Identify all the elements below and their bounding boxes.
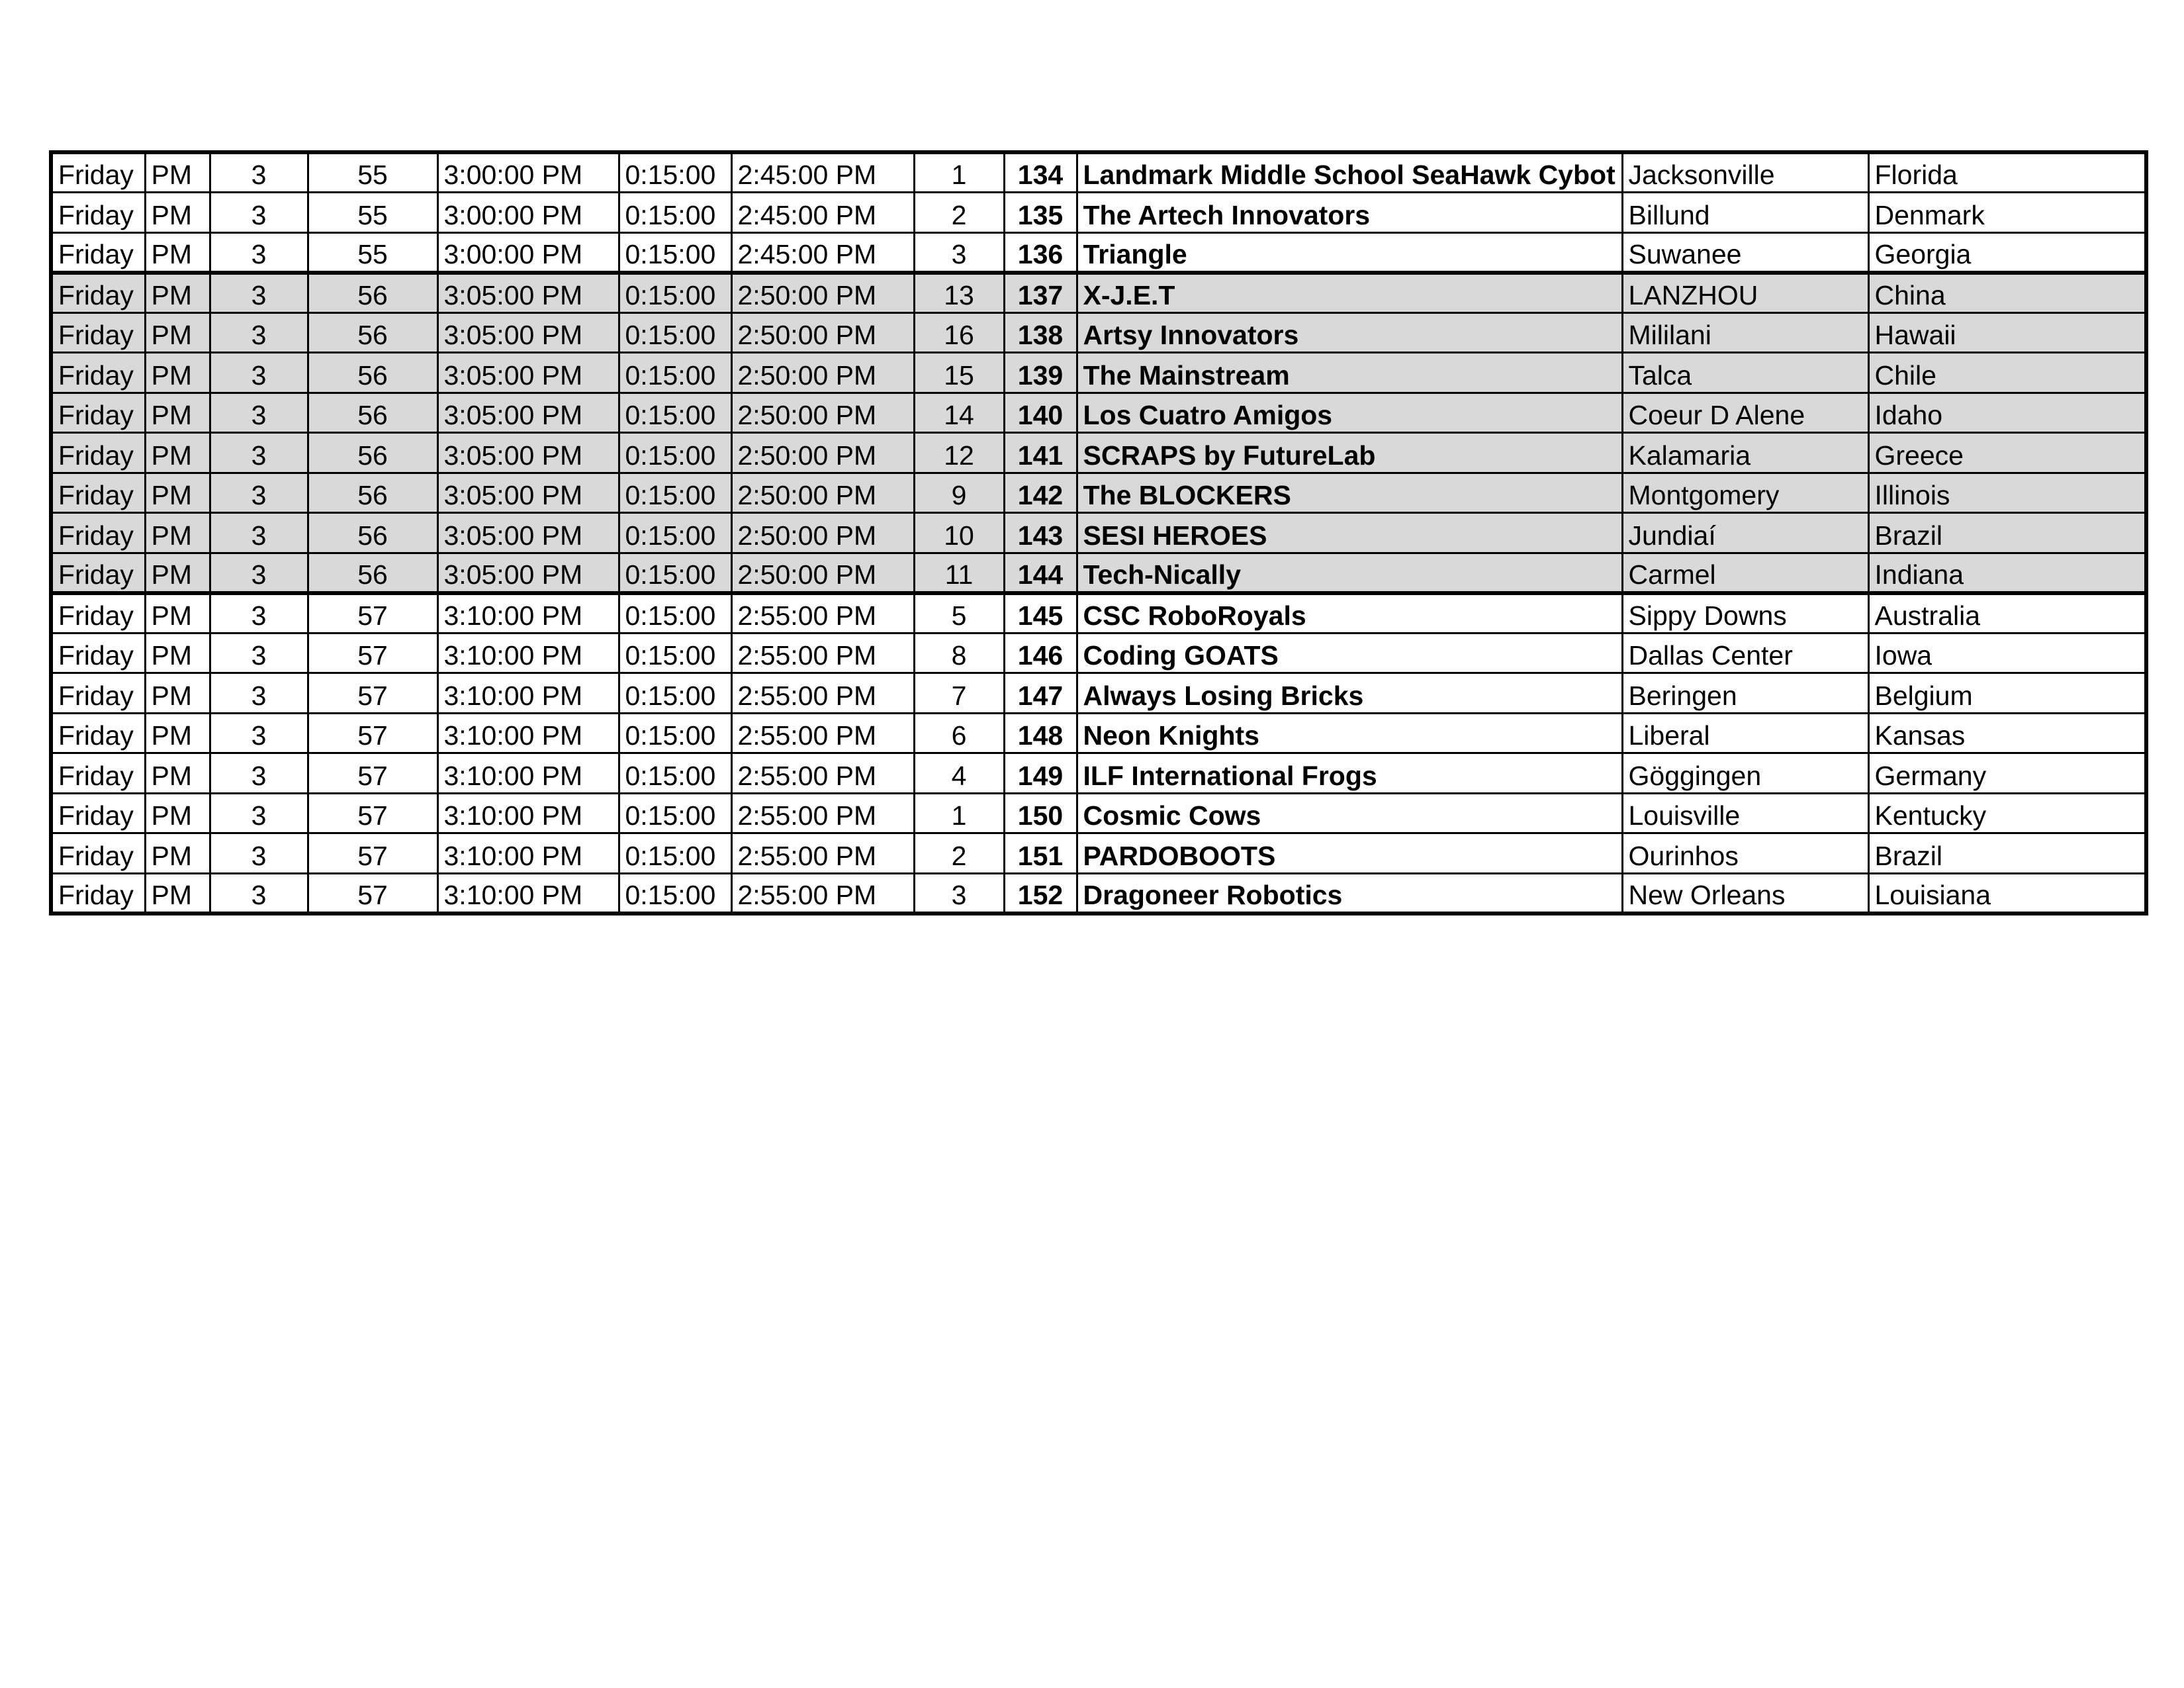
table-row xyxy=(51,633,2146,673)
day-cell: Friday xyxy=(51,673,145,714)
day-cell: Friday xyxy=(51,232,145,273)
start-time-cell: 3:10:00 PM xyxy=(437,833,619,874)
day-cell: Friday xyxy=(51,152,145,193)
session-cell: 3 xyxy=(210,273,308,313)
team-name-cell: Always Losing Bricks xyxy=(1077,673,1622,714)
team-name-cell: The Mainstream xyxy=(1077,353,1622,393)
table-number-cell: 3 xyxy=(914,232,1004,273)
table-row xyxy=(51,673,2146,714)
start-time-cell: 3:10:00 PM xyxy=(437,713,619,753)
city-cell: Montgomery xyxy=(1622,473,1868,513)
session-cell: 3 xyxy=(210,593,308,633)
start-time-cell: 3:05:00 PM xyxy=(437,312,619,353)
day-cell: Friday xyxy=(51,833,145,874)
slot-cell: 56 xyxy=(308,433,437,473)
duration-cell: 0:15:00 xyxy=(619,353,731,393)
ampm-cell: PM xyxy=(145,273,210,313)
ampm-cell: PM xyxy=(145,713,210,753)
table-row xyxy=(51,152,2146,193)
team-name-cell: The Artech Innovators xyxy=(1077,193,1622,233)
team-name-cell: Artsy Innovators xyxy=(1077,312,1622,353)
checkin-time-cell: 2:55:00 PM xyxy=(731,633,914,673)
start-time-cell: 3:05:00 PM xyxy=(437,433,619,473)
region-cell: Idaho xyxy=(1868,393,2146,433)
day-cell: Friday xyxy=(51,633,145,673)
ampm-cell: PM xyxy=(145,873,210,914)
table-row xyxy=(51,593,2146,633)
region-cell: Louisiana xyxy=(1868,873,2146,914)
city-cell: Suwanee xyxy=(1622,232,1868,273)
ampm-cell: PM xyxy=(145,553,210,593)
table-number-cell: 10 xyxy=(914,513,1004,553)
ampm-cell: PM xyxy=(145,593,210,633)
checkin-time-cell: 2:50:00 PM xyxy=(731,353,914,393)
team-name-cell: Neon Knights xyxy=(1077,713,1622,753)
slot-cell: 55 xyxy=(308,232,437,273)
city-cell: Liberal xyxy=(1622,713,1868,753)
slot-cell: 57 xyxy=(308,833,437,874)
table-number-cell: 3 xyxy=(914,873,1004,914)
table-number-cell: 1 xyxy=(914,152,1004,193)
team-name-cell: Landmark Middle School SeaHawk Cybot xyxy=(1077,152,1622,193)
table-row xyxy=(51,232,2146,273)
session-cell: 3 xyxy=(210,633,308,673)
slot-cell: 56 xyxy=(308,353,437,393)
table-number-cell: 9 xyxy=(914,473,1004,513)
table-row xyxy=(51,312,2146,353)
table-number-cell: 5 xyxy=(914,593,1004,633)
duration-cell: 0:15:00 xyxy=(619,753,731,794)
region-cell: Hawaii xyxy=(1868,312,2146,353)
checkin-time-cell: 2:55:00 PM xyxy=(731,713,914,753)
start-time-cell: 3:10:00 PM xyxy=(437,753,619,794)
day-cell: Friday xyxy=(51,553,145,593)
team-number-cell: 143 xyxy=(1004,513,1077,553)
checkin-time-cell: 2:50:00 PM xyxy=(731,513,914,553)
duration-cell: 0:15:00 xyxy=(619,232,731,273)
checkin-time-cell: 2:55:00 PM xyxy=(731,833,914,874)
schedule-body xyxy=(51,152,2146,914)
region-cell: Brazil xyxy=(1868,513,2146,553)
team-name-cell: PARDOBOOTS xyxy=(1077,833,1622,874)
team-number-cell: 140 xyxy=(1004,393,1077,433)
schedule-table xyxy=(49,150,2148,915)
city-cell: Kalamaria xyxy=(1622,433,1868,473)
session-cell: 3 xyxy=(210,833,308,874)
team-name-cell: X-J.E.T xyxy=(1077,273,1622,313)
session-cell: 3 xyxy=(210,433,308,473)
day-cell: Friday xyxy=(51,273,145,313)
city-cell: Ourinhos xyxy=(1622,833,1868,874)
ampm-cell: PM xyxy=(145,793,210,833)
start-time-cell: 3:10:00 PM xyxy=(437,873,619,914)
region-cell: Florida xyxy=(1868,152,2146,193)
slot-cell: 56 xyxy=(308,553,437,593)
start-time-cell: 3:05:00 PM xyxy=(437,473,619,513)
session-cell: 3 xyxy=(210,152,308,193)
checkin-time-cell: 2:55:00 PM xyxy=(731,873,914,914)
table-number-cell: 6 xyxy=(914,713,1004,753)
duration-cell: 0:15:00 xyxy=(619,633,731,673)
start-time-cell: 3:05:00 PM xyxy=(437,353,619,393)
day-cell: Friday xyxy=(51,473,145,513)
slot-cell: 56 xyxy=(308,273,437,313)
slot-cell: 56 xyxy=(308,513,437,553)
team-name-cell: Cosmic Cows xyxy=(1077,793,1622,833)
duration-cell: 0:15:00 xyxy=(619,193,731,233)
duration-cell: 0:15:00 xyxy=(619,393,731,433)
team-number-cell: 150 xyxy=(1004,793,1077,833)
day-cell: Friday xyxy=(51,793,145,833)
day-cell: Friday xyxy=(51,393,145,433)
checkin-time-cell: 2:50:00 PM xyxy=(731,473,914,513)
ampm-cell: PM xyxy=(145,473,210,513)
table-number-cell: 8 xyxy=(914,633,1004,673)
session-cell: 3 xyxy=(210,353,308,393)
team-number-cell: 137 xyxy=(1004,273,1077,313)
region-cell: Indiana xyxy=(1868,553,2146,593)
team-number-cell: 142 xyxy=(1004,473,1077,513)
table-row xyxy=(51,193,2146,233)
duration-cell: 0:15:00 xyxy=(619,713,731,753)
start-time-cell: 3:00:00 PM xyxy=(437,152,619,193)
region-cell: China xyxy=(1868,273,2146,313)
checkin-time-cell: 2:45:00 PM xyxy=(731,152,914,193)
city-cell: Dallas Center xyxy=(1622,633,1868,673)
duration-cell: 0:15:00 xyxy=(619,433,731,473)
city-cell: Beringen xyxy=(1622,673,1868,714)
ampm-cell: PM xyxy=(145,232,210,273)
ampm-cell: PM xyxy=(145,633,210,673)
session-cell: 3 xyxy=(210,393,308,433)
start-time-cell: 3:05:00 PM xyxy=(437,393,619,433)
checkin-time-cell: 2:45:00 PM xyxy=(731,193,914,233)
table-row xyxy=(51,473,2146,513)
start-time-cell: 3:05:00 PM xyxy=(437,273,619,313)
city-cell: Coeur D Alene xyxy=(1622,393,1868,433)
day-cell: Friday xyxy=(51,713,145,753)
region-cell: Brazil xyxy=(1868,833,2146,874)
checkin-time-cell: 2:55:00 PM xyxy=(731,753,914,794)
slot-cell: 57 xyxy=(308,753,437,794)
checkin-time-cell: 2:50:00 PM xyxy=(731,433,914,473)
slot-cell: 55 xyxy=(308,152,437,193)
city-cell: Sippy Downs xyxy=(1622,593,1868,633)
ampm-cell: PM xyxy=(145,312,210,353)
slot-cell: 57 xyxy=(308,593,437,633)
ampm-cell: PM xyxy=(145,753,210,794)
day-cell: Friday xyxy=(51,312,145,353)
team-number-cell: 135 xyxy=(1004,193,1077,233)
team-number-cell: 152 xyxy=(1004,873,1077,914)
session-cell: 3 xyxy=(210,232,308,273)
start-time-cell: 3:10:00 PM xyxy=(437,593,619,633)
city-cell: Louisville xyxy=(1622,793,1868,833)
duration-cell: 0:15:00 xyxy=(619,553,731,593)
slot-cell: 55 xyxy=(308,193,437,233)
team-name-cell: SESI HEROES xyxy=(1077,513,1622,553)
team-number-cell: 136 xyxy=(1004,232,1077,273)
slot-cell: 57 xyxy=(308,673,437,714)
ampm-cell: PM xyxy=(145,193,210,233)
day-cell: Friday xyxy=(51,193,145,233)
session-cell: 3 xyxy=(210,713,308,753)
table-row xyxy=(51,873,2146,914)
team-name-cell: Los Cuatro Amigos xyxy=(1077,393,1622,433)
checkin-time-cell: 2:50:00 PM xyxy=(731,312,914,353)
team-number-cell: 148 xyxy=(1004,713,1077,753)
session-cell: 3 xyxy=(210,673,308,714)
ampm-cell: PM xyxy=(145,393,210,433)
slot-cell: 57 xyxy=(308,633,437,673)
region-cell: Belgium xyxy=(1868,673,2146,714)
region-cell: Illinois xyxy=(1868,473,2146,513)
team-number-cell: 149 xyxy=(1004,753,1077,794)
table-row xyxy=(51,553,2146,593)
city-cell: Billund xyxy=(1622,193,1868,233)
day-cell: Friday xyxy=(51,873,145,914)
table-row xyxy=(51,393,2146,433)
team-number-cell: 145 xyxy=(1004,593,1077,633)
city-cell: Jundiaí xyxy=(1622,513,1868,553)
start-time-cell: 3:10:00 PM xyxy=(437,673,619,714)
region-cell: Chile xyxy=(1868,353,2146,393)
ampm-cell: PM xyxy=(145,353,210,393)
region-cell: Denmark xyxy=(1868,193,2146,233)
table-row xyxy=(51,273,2146,313)
table-number-cell: 13 xyxy=(914,273,1004,313)
ampm-cell: PM xyxy=(145,513,210,553)
ampm-cell: PM xyxy=(145,673,210,714)
table-row xyxy=(51,833,2146,874)
start-time-cell: 3:05:00 PM xyxy=(437,513,619,553)
duration-cell: 0:15:00 xyxy=(619,312,731,353)
city-cell: Mililani xyxy=(1622,312,1868,353)
team-name-cell: Coding GOATS xyxy=(1077,633,1622,673)
duration-cell: 0:15:00 xyxy=(619,473,731,513)
region-cell: Kentucky xyxy=(1868,793,2146,833)
duration-cell: 0:15:00 xyxy=(619,833,731,874)
start-time-cell: 3:00:00 PM xyxy=(437,232,619,273)
duration-cell: 0:15:00 xyxy=(619,273,731,313)
team-number-cell: 141 xyxy=(1004,433,1077,473)
city-cell: LANZHOU xyxy=(1622,273,1868,313)
start-time-cell: 3:00:00 PM xyxy=(437,193,619,233)
table-number-cell: 7 xyxy=(914,673,1004,714)
table-row xyxy=(51,753,2146,794)
table-number-cell: 4 xyxy=(914,753,1004,794)
region-cell: Australia xyxy=(1868,593,2146,633)
start-time-cell: 3:10:00 PM xyxy=(437,793,619,833)
table-row xyxy=(51,793,2146,833)
table-number-cell: 16 xyxy=(914,312,1004,353)
day-cell: Friday xyxy=(51,433,145,473)
region-cell: Germany xyxy=(1868,753,2146,794)
checkin-time-cell: 2:50:00 PM xyxy=(731,393,914,433)
slot-cell: 57 xyxy=(308,713,437,753)
start-time-cell: 3:05:00 PM xyxy=(437,553,619,593)
table-number-cell: 11 xyxy=(914,553,1004,593)
table-number-cell: 2 xyxy=(914,193,1004,233)
checkin-time-cell: 2:55:00 PM xyxy=(731,793,914,833)
duration-cell: 0:15:00 xyxy=(619,152,731,193)
team-number-cell: 139 xyxy=(1004,353,1077,393)
city-cell: Jacksonville xyxy=(1622,152,1868,193)
team-name-cell: Triangle xyxy=(1077,232,1622,273)
duration-cell: 0:15:00 xyxy=(619,673,731,714)
slot-cell: 56 xyxy=(308,312,437,353)
table-number-cell: 1 xyxy=(914,793,1004,833)
checkin-time-cell: 2:45:00 PM xyxy=(731,232,914,273)
session-cell: 3 xyxy=(210,513,308,553)
table-number-cell: 15 xyxy=(914,353,1004,393)
session-cell: 3 xyxy=(210,753,308,794)
day-cell: Friday xyxy=(51,593,145,633)
city-cell: Göggingen xyxy=(1622,753,1868,794)
table-row xyxy=(51,513,2146,553)
start-time-cell: 3:10:00 PM xyxy=(437,633,619,673)
team-number-cell: 146 xyxy=(1004,633,1077,673)
table-number-cell: 2 xyxy=(914,833,1004,874)
region-cell: Georgia xyxy=(1868,232,2146,273)
table-row xyxy=(51,713,2146,753)
session-cell: 3 xyxy=(210,873,308,914)
table-number-cell: 12 xyxy=(914,433,1004,473)
team-number-cell: 147 xyxy=(1004,673,1077,714)
duration-cell: 0:15:00 xyxy=(619,873,731,914)
ampm-cell: PM xyxy=(145,152,210,193)
region-cell: Greece xyxy=(1868,433,2146,473)
team-name-cell: Tech-Nically xyxy=(1077,553,1622,593)
duration-cell: 0:15:00 xyxy=(619,593,731,633)
ampm-cell: PM xyxy=(145,433,210,473)
team-name-cell: The BLOCKERS xyxy=(1077,473,1622,513)
session-cell: 3 xyxy=(210,553,308,593)
duration-cell: 0:15:00 xyxy=(619,513,731,553)
checkin-time-cell: 2:55:00 PM xyxy=(731,673,914,714)
slot-cell: 56 xyxy=(308,393,437,433)
team-name-cell: CSC RoboRoyals xyxy=(1077,593,1622,633)
team-number-cell: 151 xyxy=(1004,833,1077,874)
day-cell: Friday xyxy=(51,753,145,794)
ampm-cell: PM xyxy=(145,833,210,874)
table-row xyxy=(51,433,2146,473)
team-name-cell: ILF International Frogs xyxy=(1077,753,1622,794)
day-cell: Friday xyxy=(51,353,145,393)
team-name-cell: SCRAPS by FutureLab xyxy=(1077,433,1622,473)
city-cell: Carmel xyxy=(1622,553,1868,593)
region-cell: Kansas xyxy=(1868,713,2146,753)
team-number-cell: 144 xyxy=(1004,553,1077,593)
table-number-cell: 14 xyxy=(914,393,1004,433)
session-cell: 3 xyxy=(210,793,308,833)
slot-cell: 57 xyxy=(308,793,437,833)
city-cell: New Orleans xyxy=(1622,873,1868,914)
day-cell: Friday xyxy=(51,513,145,553)
slot-cell: 56 xyxy=(308,473,437,513)
duration-cell: 0:15:00 xyxy=(619,793,731,833)
session-cell: 3 xyxy=(210,193,308,233)
table-row xyxy=(51,353,2146,393)
checkin-time-cell: 2:50:00 PM xyxy=(731,553,914,593)
checkin-time-cell: 2:50:00 PM xyxy=(731,273,914,313)
slot-cell: 57 xyxy=(308,873,437,914)
team-number-cell: 134 xyxy=(1004,152,1077,193)
session-cell: 3 xyxy=(210,312,308,353)
team-name-cell: Dragoneer Robotics xyxy=(1077,873,1622,914)
region-cell: Iowa xyxy=(1868,633,2146,673)
team-number-cell: 138 xyxy=(1004,312,1077,353)
session-cell: 3 xyxy=(210,473,308,513)
checkin-time-cell: 2:55:00 PM xyxy=(731,593,914,633)
city-cell: Talca xyxy=(1622,353,1868,393)
